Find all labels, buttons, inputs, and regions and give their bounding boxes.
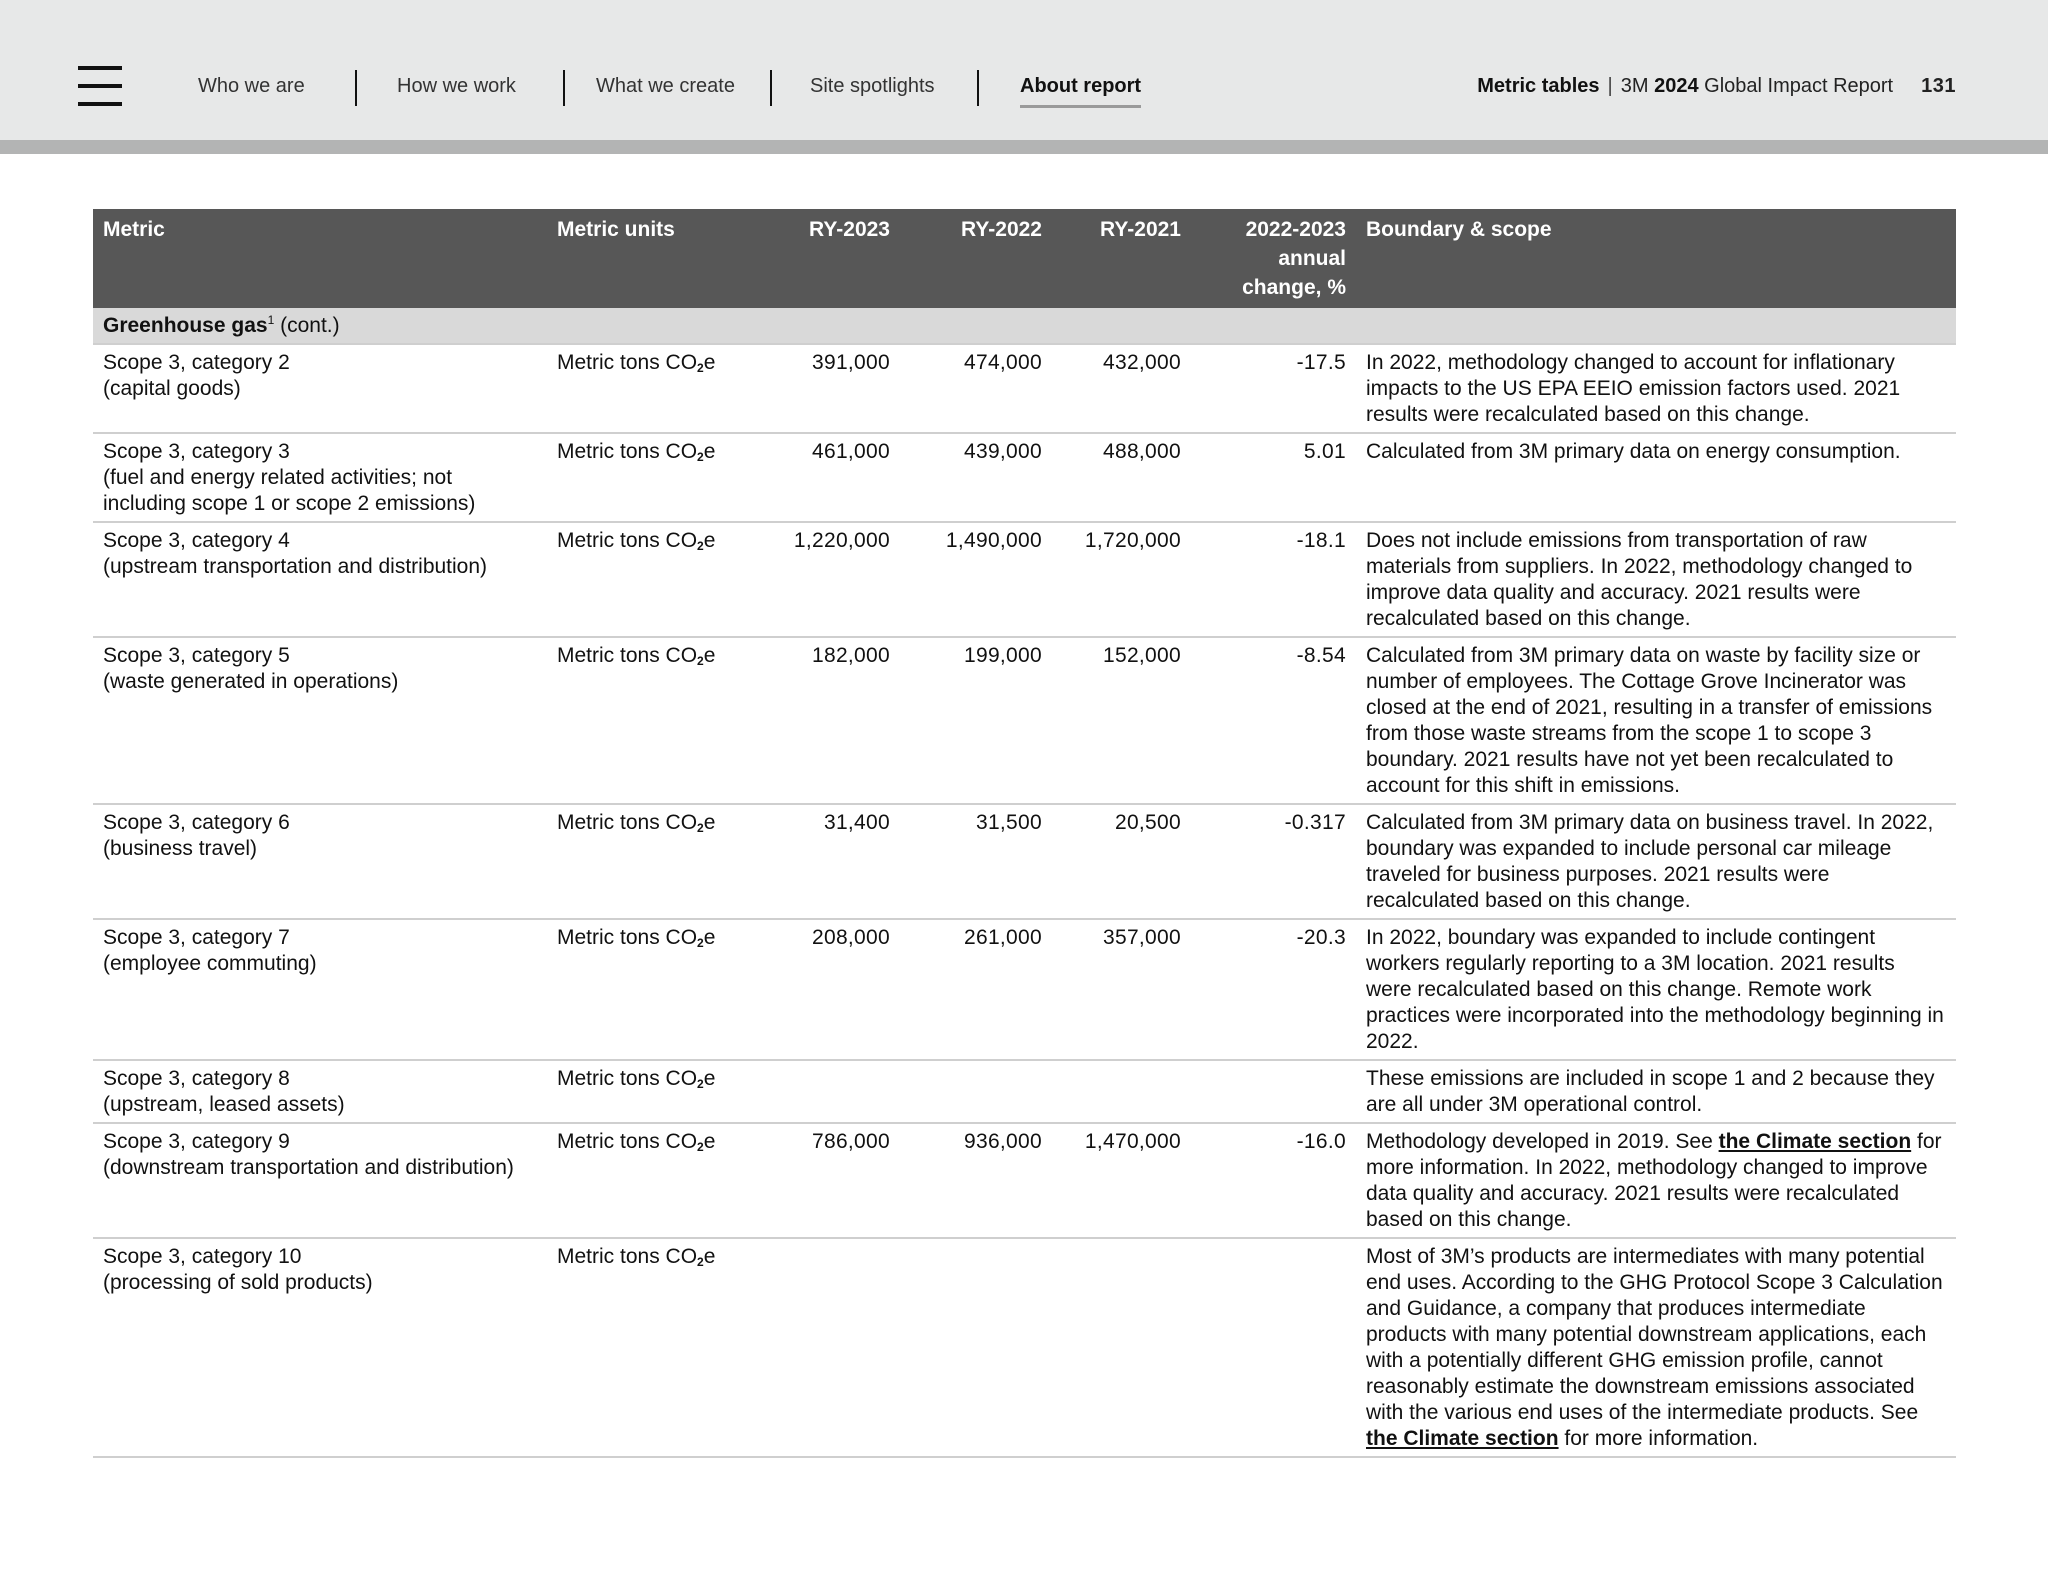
boundary-cell: [1356, 1123, 1956, 1238]
units-subscript: 2: [697, 1077, 704, 1091]
boundary-text: Does not include emissions from transportation of raw materials from suppliers. In 2022, methodology changed to improve data quality and accuracy. 2021 results were recalculated based on this change.: [1366, 529, 1913, 630]
units-text: Metric tons CO: [557, 1067, 698, 1090]
metric-name: Scope 3, category 5: [103, 644, 290, 667]
ry2023-cell: [760, 1060, 900, 1123]
metric-detail: (capital goods): [103, 377, 241, 400]
units-cell: [547, 637, 760, 804]
ry2022-cell: 474,000: [900, 344, 1052, 433]
units-suffix: e: [703, 811, 716, 834]
boundary-cell: [1356, 637, 1956, 804]
ry2022-cell: 439,000: [900, 433, 1052, 522]
units-text: Metric tons CO: [557, 351, 698, 374]
column-header-ry2023: RY-2023: [760, 209, 900, 308]
section-label: Metric tables: [1477, 75, 1600, 97]
units-subscript: 2: [697, 654, 704, 668]
units-text: Metric tons CO: [557, 1245, 698, 1268]
table-row: [93, 1060, 1956, 1123]
meta-separator: |: [1607, 75, 1613, 97]
boundary-text: for more information.: [1558, 1427, 1759, 1450]
menu-line: [78, 84, 122, 88]
column-header-metric: Metric: [93, 209, 547, 308]
report-prefix: 3M: [1620, 75, 1649, 97]
ry2022-cell: 199,000: [900, 637, 1052, 804]
units-suffix: e: [703, 1067, 716, 1090]
units-cell: [547, 433, 760, 522]
boundary-cell: [1356, 522, 1956, 637]
boundary-text: In 2022, boundary was expanded to include contingent workers regularly reporting to a 3M location. 2021 results were recalculated based on this change. Remote work practices were incorporated into the methodology beginning in 2022.: [1366, 926, 1944, 1053]
ry2021-cell: 152,000: [1052, 637, 1191, 804]
ry2023-cell: [760, 1238, 900, 1457]
section-name: Greenhouse gas: [103, 314, 268, 337]
hamburger-menu-icon[interactable]: [78, 66, 122, 106]
metric-cell: [93, 344, 547, 433]
table-row: [93, 1123, 1956, 1238]
ry2023-cell: 182,000: [760, 637, 900, 804]
units-text: Metric tons CO: [557, 440, 698, 463]
ry2021-cell: [1052, 1238, 1191, 1457]
boundary-text: Calculated from 3M primary data on energy consumption.: [1366, 440, 1901, 463]
ry2022-cell: 261,000: [900, 919, 1052, 1060]
report-meta: [1477, 68, 1956, 104]
boundary-cell: [1356, 1060, 1956, 1123]
metric-detail: (waste generated in operations): [103, 670, 399, 693]
ry2021-cell: 20,500: [1052, 804, 1191, 919]
ry2022-cell: 31,500: [900, 804, 1052, 919]
units-cell: [547, 1060, 760, 1123]
footnote-marker: 1: [267, 313, 275, 327]
units-cell: [547, 1238, 760, 1457]
metric-name: Scope 3, category 10: [103, 1245, 302, 1268]
section-row: [93, 308, 1956, 344]
report-name: Global Impact Report: [1704, 75, 1894, 97]
metric-detail: (fuel and energy related activities; not including scope 1 or scope 2 emissions): [103, 466, 476, 515]
annual-change-cell: -8.54: [1191, 637, 1356, 804]
ry2023-cell: 208,000: [760, 919, 900, 1060]
units-cell: [547, 919, 760, 1060]
units-text: Metric tons CO: [557, 811, 698, 834]
ry2023-cell: 786,000: [760, 1123, 900, 1238]
metric-detail: (upstream, leased assets): [103, 1093, 345, 1116]
section-suffix: (cont.): [280, 314, 340, 337]
column-header-units: Metric units: [547, 209, 760, 308]
column-header-annual-change: 2022-2023 annual change, %: [1191, 209, 1356, 308]
column-header-boundary: Boundary & scope: [1356, 209, 1956, 308]
units-subscript: 2: [697, 1255, 704, 1269]
climate-section-link[interactable]: the Climate section: [1366, 1427, 1559, 1450]
units-cell: [547, 1123, 760, 1238]
metric-cell: [93, 522, 547, 637]
annual-change-cell: [1191, 1238, 1356, 1457]
units-text: Metric tons CO: [557, 1130, 698, 1153]
boundary-text: Methodology developed in 2019. See: [1366, 1130, 1719, 1153]
units-suffix: e: [703, 529, 716, 552]
metric-name: Scope 3, category 4: [103, 529, 290, 552]
metric-name: Scope 3, category 7: [103, 926, 290, 949]
annual-change-cell: -16.0: [1191, 1123, 1356, 1238]
boundary-text: for more information. In 2022, methodology changed to improve data quality and accuracy. 2021 results were recalculated based on this change.: [1366, 1130, 1942, 1231]
metric-detail: (employee commuting): [103, 952, 317, 975]
annual-change-cell: [1191, 1060, 1356, 1123]
metric-cell: [93, 1123, 547, 1238]
units-cell: [547, 344, 760, 433]
units-suffix: e: [703, 644, 716, 667]
metric-cell: [93, 433, 547, 522]
ry2023-cell: 391,000: [760, 344, 900, 433]
column-header-ry2021: RY-2021: [1052, 209, 1191, 308]
nav-separator: [563, 70, 565, 106]
annual-change-cell: -18.1: [1191, 522, 1356, 637]
table-header-row: [93, 209, 1956, 308]
annual-change-cell: -17.5: [1191, 344, 1356, 433]
ry2022-cell: [900, 1060, 1052, 1123]
table-row: [93, 804, 1956, 919]
nav-about-report[interactable]: About report: [1020, 68, 1141, 106]
units-text: Metric tons CO: [557, 926, 698, 949]
table-row: [93, 919, 1956, 1060]
table-row: [93, 344, 1956, 433]
boundary-cell: [1356, 344, 1956, 433]
metric-name: Scope 3, category 2: [103, 351, 290, 374]
metric-cell: [93, 637, 547, 804]
column-header-ry2022: RY-2022: [900, 209, 1052, 308]
units-text: Metric tons CO: [557, 529, 698, 552]
annual-change-cell: 5.01: [1191, 433, 1356, 522]
table-row: [93, 433, 1956, 522]
units-suffix: e: [703, 351, 716, 374]
ry2021-cell: [1052, 1060, 1191, 1123]
ry2023-cell: 461,000: [760, 433, 900, 522]
boundary-text: These emissions are included in scope 1 and 2 because they are all under 3M operational control.: [1366, 1067, 1935, 1116]
annual-change-cell: -0.317: [1191, 804, 1356, 919]
nav-how-we-work[interactable]: How we work: [397, 75, 516, 97]
ry2023-cell: 31,400: [760, 804, 900, 919]
metric-cell: [93, 804, 547, 919]
units-suffix: e: [703, 1130, 716, 1153]
ry2022-cell: 936,000: [900, 1123, 1052, 1238]
ry2022-cell: [900, 1238, 1052, 1457]
metric-detail: (downstream transportation and distribution): [103, 1156, 514, 1179]
table-row: [93, 1238, 1956, 1457]
metric-detail: (business travel): [103, 837, 258, 860]
nav-site-spotlights[interactable]: Site spotlights: [810, 75, 935, 97]
units-suffix: e: [703, 1245, 716, 1268]
ry2021-cell: 1,720,000: [1052, 522, 1191, 637]
units-cell: [547, 804, 760, 919]
units-subscript: 2: [697, 539, 704, 553]
metric-name: Scope 3, category 8: [103, 1067, 290, 1090]
units-subscript: 2: [697, 1140, 704, 1154]
boundary-text: Calculated from 3M primary data on waste by facility size or number of employees. The Cottage Grove Incinerator was closed at the end of 2021, resulting in a transfer of emissions from those waste streams from the scope 1 to scope 3 boundary. 2021 results have not yet been recalculated to account for this shift in emissions.: [1366, 644, 1933, 797]
climate-section-link[interactable]: the Climate section: [1718, 1130, 1912, 1153]
boundary-cell: [1356, 433, 1956, 522]
boundary-cell: [1356, 1238, 1956, 1457]
metric-name: Scope 3, category 9: [103, 1130, 290, 1153]
table-row: [93, 522, 1956, 637]
boundary-cell: [1356, 919, 1956, 1060]
units-subscript: 2: [697, 361, 704, 375]
nav-separator: [770, 70, 772, 106]
menu-line: [78, 102, 122, 106]
metric-name: Scope 3, category 6: [103, 811, 290, 834]
table-row: [93, 637, 1956, 804]
units-subscript: 2: [697, 450, 704, 464]
annual-change-cell: -20.3: [1191, 919, 1356, 1060]
ry2021-cell: 488,000: [1052, 433, 1191, 522]
metric-name: Scope 3, category 3: [103, 440, 290, 463]
boundary-text: In 2022, methodology changed to account for inflationary impacts to the US EPA EEIO emission factors used. 2021 results were recalculated based on this change.: [1366, 351, 1901, 426]
nav-separator: [355, 70, 357, 106]
section-title: [93, 308, 1956, 344]
page-number: 131: [1921, 75, 1956, 97]
metric-cell: [93, 1060, 547, 1123]
metric-detail: (upstream transportation and distribution): [103, 555, 488, 578]
boundary-text: Calculated from 3M primary data on business travel. In 2022, boundary was expanded to include personal car mileage traveled for business purposes. 2021 results were recalculated based on this change.: [1366, 811, 1934, 912]
units-subscript: 2: [697, 936, 704, 950]
units-suffix: e: [703, 440, 716, 463]
ry2021-cell: 1,470,000: [1052, 1123, 1191, 1238]
nav-separator: [977, 70, 979, 106]
ry2021-cell: 357,000: [1052, 919, 1191, 1060]
header-divider-stripe: [0, 140, 2048, 154]
ry2023-cell: 1,220,000: [760, 522, 900, 637]
ry2022-cell: 1,490,000: [900, 522, 1052, 637]
units-cell: [547, 522, 760, 637]
nav-what-we-create[interactable]: What we create: [596, 75, 735, 97]
metric-table: [93, 209, 1956, 1458]
metric-cell: [93, 919, 547, 1060]
units-subscript: 2: [697, 821, 704, 835]
ry2021-cell: 432,000: [1052, 344, 1191, 433]
units-suffix: e: [703, 926, 716, 949]
metric-detail: (processing of sold products): [103, 1271, 373, 1294]
boundary-text: Most of 3M’s products are intermediates with many potential end uses. According to the GHG Protocol Scope 3 Calculation and Guidance, a company that produces intermediate products with many potential downstream applications, each with a potentially different GHG emission profile, cannot reasonably estimate the downstream emissions associated with the various end uses of the intermediate products. See: [1366, 1245, 1943, 1424]
units-text: Metric tons CO: [557, 644, 698, 667]
boundary-cell: [1356, 804, 1956, 919]
metric-cell: [93, 1238, 547, 1457]
menu-line: [78, 66, 122, 70]
nav-who-we-are[interactable]: Who we are: [198, 75, 305, 97]
report-year: 2024: [1654, 75, 1699, 97]
